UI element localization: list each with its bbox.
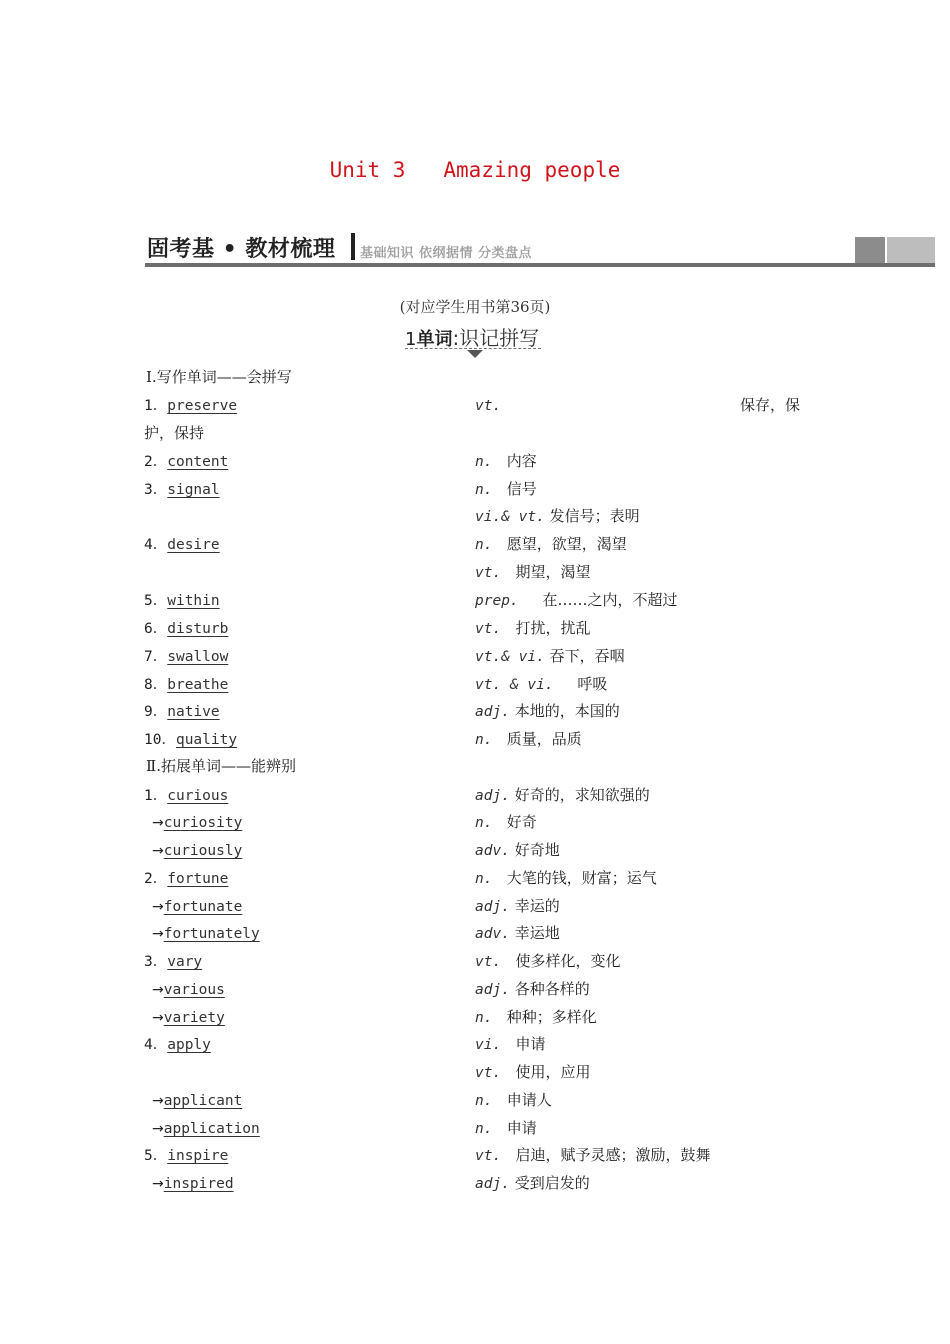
definition: adj. 本地的，本国的 (475, 702, 620, 720)
definition: adj. 各种各样的 (475, 980, 590, 998)
list-item: 10．quality (144, 732, 238, 748)
banner-dark-block (855, 237, 885, 264)
list-item: 3．vary (144, 954, 203, 970)
vocab-word: content (167, 454, 229, 470)
banner-divider (351, 233, 355, 260)
arrow-icon: → (152, 1121, 164, 1137)
chevron-down-icon (467, 350, 483, 358)
list-item (152, 1090, 242, 1111)
definition: n. 内容 (475, 452, 537, 470)
definition: vt.& vi. 吞下，吞咽 (475, 647, 625, 665)
arrow-icon: → (152, 843, 164, 859)
list-item: 9．native (144, 704, 220, 720)
meaning: 保存，保 (740, 396, 801, 414)
banner-rule (145, 263, 935, 267)
section-heading (405, 322, 541, 349)
vocab-word: variety (163, 1010, 225, 1026)
list-item (152, 923, 260, 944)
definition: n. 大笔的钱，财富；运气 (475, 869, 657, 887)
definition: n. 质量，品质 (475, 730, 582, 748)
definition: adj. 好奇的，求知欲强的 (475, 786, 650, 804)
vocab-word: signal (167, 482, 220, 498)
arrow-icon: → (152, 815, 164, 831)
definition: vt. 使多样化，变化 (475, 952, 621, 970)
definition: vt. & vi. 呼吸 (475, 675, 608, 693)
list-item: 4．apply (144, 1037, 211, 1053)
section-label: 单词 (416, 329, 453, 350)
banner-title: 固考基 • 教材梳理 (147, 237, 336, 262)
vocab-word: fortunate (163, 899, 243, 915)
list-item: 8．breathe (144, 677, 229, 693)
part1-heading: Ⅰ.写作单词——会拼写 (146, 368, 292, 386)
vocab-word: inspired (163, 1176, 234, 1192)
vocab-word: preserve (167, 398, 238, 414)
list-item: 1．curious (144, 788, 229, 804)
arrow-icon: → (152, 982, 164, 998)
list-item: 6．disturb (144, 621, 229, 637)
banner-subtitle: 基础知识 依纲据情 分类盘点 (360, 246, 533, 261)
arrow-icon: → (152, 1093, 164, 1109)
list-item: 1．preserve (144, 398, 238, 414)
vocab-word: native (167, 704, 220, 720)
definition: n. 申请人 (475, 1091, 552, 1109)
vocab-word: apply (167, 1037, 211, 1053)
list-item (152, 840, 242, 861)
vocab-word: curiosity (163, 815, 243, 831)
vocab-word: curious (167, 788, 229, 804)
vocab-word: fortunately (163, 926, 260, 942)
definition: adv. 幸运地 (475, 924, 560, 942)
definition: n. 信号 (475, 480, 537, 498)
definition: n. 好奇 (475, 813, 537, 831)
list-item: 4．desire (144, 537, 220, 553)
section-number: 1 (405, 329, 417, 350)
vocab-word: desire (167, 537, 220, 553)
meaning-wrap: 护，保持 (144, 424, 205, 442)
definition: vt. 期望，渴望 (475, 563, 591, 581)
list-item (152, 896, 242, 917)
definition: n. 种种；多样化 (475, 1008, 597, 1026)
vocab-word: vary (167, 954, 203, 970)
vocab-word: within (167, 593, 220, 609)
list-item (152, 1007, 225, 1028)
arrow-icon: → (152, 1176, 164, 1192)
vocab-word: quality (175, 732, 238, 748)
list-item (152, 1173, 234, 1194)
vocab-word: fortune (167, 871, 229, 887)
unit-title: Unit 3 Amazing people (329, 158, 621, 182)
list-item: 3．signal (144, 482, 220, 498)
vocab-word: disturb (167, 621, 229, 637)
part2-heading: Ⅱ.拓展单词——能辨别 (146, 757, 296, 775)
definition: vi.& vt. 发信号；表明 (475, 507, 640, 525)
definition: vi. 申请 (475, 1035, 546, 1053)
definition: vt. 打扰，扰乱 (475, 619, 591, 637)
list-item: 2．content (144, 454, 229, 470)
vocab-word: breathe (167, 677, 229, 693)
list-item (152, 979, 225, 1000)
definition: prep. 在……之内，不超过 (475, 591, 678, 609)
definition: n. 申请 (475, 1119, 537, 1137)
list-item (152, 812, 242, 833)
arrow-icon: → (152, 899, 164, 915)
definition: n. 愿望，欲望，渴望 (475, 535, 627, 553)
list-item: 5．inspire (144, 1148, 229, 1164)
list-item: 5．within (144, 593, 220, 609)
vocab-word: applicant (163, 1093, 243, 1109)
arrow-icon: → (152, 926, 164, 942)
definition: adj. 幸运的 (475, 897, 560, 915)
banner-light-block (887, 237, 935, 264)
list-item: 2．fortune (144, 871, 229, 887)
definition: adv. 好奇地 (475, 841, 560, 859)
list-item: 7．swallow (144, 649, 229, 665)
definition: vt. 使用，应用 (475, 1063, 591, 1081)
section-subtitle: :识记拼写 (452, 326, 540, 350)
section-banner (145, 230, 935, 270)
definition: vt. 启迪，赋予灵感；激励，鼓舞 (475, 1146, 711, 1164)
arrow-icon: → (152, 1010, 164, 1026)
vocab-word: application (163, 1121, 260, 1137)
vocab-word: various (163, 982, 225, 998)
definition: adj. 受到启发的 (475, 1174, 590, 1192)
vocab-word: inspire (167, 1148, 229, 1164)
list-item (152, 1118, 260, 1139)
page-reference: (对应学生用书第36页) (399, 298, 551, 316)
vocab-word: swallow (167, 649, 229, 665)
vocab-word: curiously (163, 843, 243, 859)
pos-label: vt. (475, 398, 502, 414)
